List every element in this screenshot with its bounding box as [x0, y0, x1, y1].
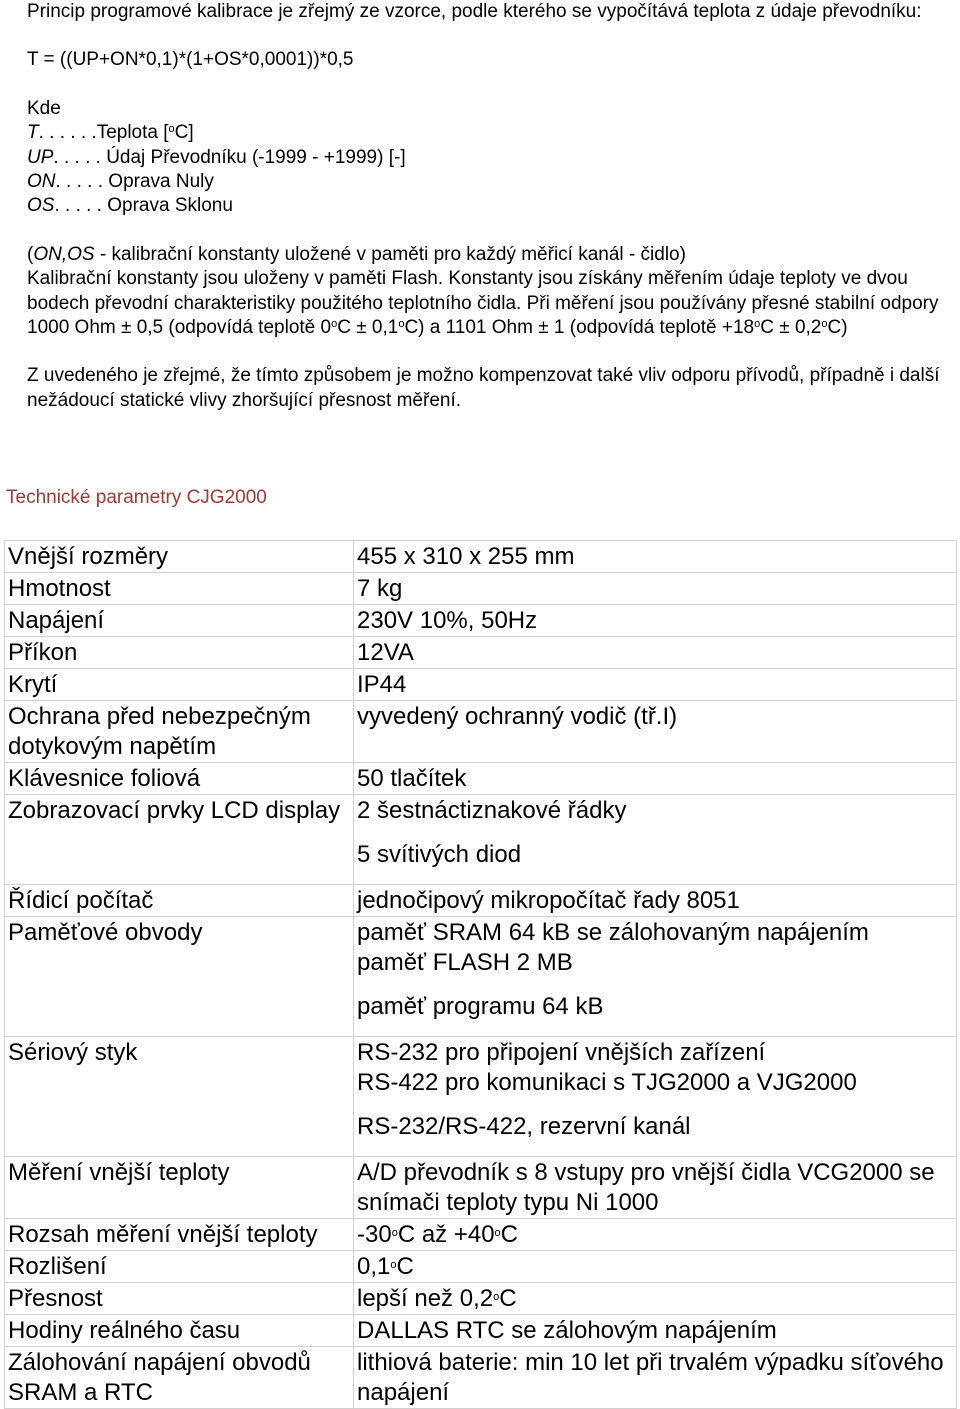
param-value: vyvedený ochranný vodič (tř.I): [354, 701, 957, 763]
table-row: [5, 795, 957, 885]
degree-sup: o: [331, 318, 338, 331]
def-desc: Oprava Nuly: [108, 171, 214, 193]
param-name: Klávesnice foliová: [5, 763, 354, 795]
value-line: RS-232/RS-422, rezervní kanál: [357, 1113, 691, 1140]
table-row: [5, 1037, 957, 1157]
degree-sup: o: [168, 123, 175, 136]
param-name: Přesnost: [5, 1283, 354, 1315]
section-title: Technické parametry CJG2000: [6, 487, 267, 508]
intro-text: [27, 0, 952, 413]
param-name: Hodiny reálného času: [5, 1315, 354, 1347]
value-part: C: [500, 1221, 519, 1248]
param-name: Rozsah měření vnější teploty: [5, 1219, 354, 1251]
def-desc: Oprava Sklonu: [107, 195, 233, 217]
def-desc: Teplota [: [96, 122, 169, 144]
param-value: [354, 1283, 957, 1315]
param-value: 50 tlačítek: [354, 763, 957, 795]
line-gap: [357, 1098, 953, 1112]
def-symbol: T: [27, 122, 39, 144]
table-row: [5, 1157, 957, 1219]
table-row: [5, 885, 957, 917]
param-name: Zálohování napájení obvodů SRAM a RTC: [5, 1347, 354, 1409]
table-row: [5, 573, 957, 605]
degree-sup: o: [821, 318, 828, 331]
def-desc: Údaj Převodníku (-1999 - +1999) [-]: [106, 146, 406, 168]
parameters-table: [4, 540, 957, 1409]
compensation-paragraph: Z uvedeného je zřejmé, že tímto způsobem je možno kompenzovat také vliv odporu přívodů, případně i další nežádoucí statické vlivy zhoršující přesnost měření.: [27, 365, 940, 411]
value-part: C až +40: [397, 1221, 495, 1248]
table-row: [5, 1283, 957, 1315]
para-text: C ± 0,1: [337, 317, 399, 339]
param-value: lithiová baterie: min 10 let při trvalém výpadku síťového napájení: [354, 1347, 957, 1409]
kde-label: Kde: [27, 97, 61, 119]
def-t: [27, 121, 952, 145]
def-symbol: OS: [27, 195, 55, 217]
line-gap: [357, 1142, 953, 1156]
param-name: Příkon: [5, 637, 354, 669]
degree-sup: o: [391, 1227, 398, 1239]
def-os: [27, 194, 952, 218]
table-row: [5, 763, 957, 795]
table-row: [5, 637, 957, 669]
degree-sup: o: [390, 1259, 397, 1271]
param-value: [354, 1219, 957, 1251]
param-name: Sériový styk: [5, 1037, 354, 1157]
param-value: jednočipový mikropočítač řady 8051: [354, 885, 957, 917]
param-name: Rozlišení: [5, 1251, 354, 1283]
param-value: A/D převodník s 8 vstupy pro vnější čidla VCG2000 se snímači teploty typu Ni 1000: [354, 1157, 957, 1219]
calibration-paragraph: [27, 267, 952, 340]
value-line: paměť programu 64 kB: [357, 993, 604, 1020]
param-value: DALLAS RTC se zálohovým napájením: [354, 1315, 957, 1347]
table-row: [5, 701, 957, 763]
param-name: Paměťové obvody: [5, 917, 354, 1037]
line-gap: [357, 1022, 953, 1036]
param-name: Vnější rozměry: [5, 541, 354, 573]
const-symbols: ON,OS: [33, 243, 95, 265]
table-row: [5, 669, 957, 701]
def-on: [27, 170, 952, 194]
table-row: [5, 917, 957, 1037]
param-value: IP44: [354, 669, 957, 701]
value-line: 2 šestnáctiznakové řádky: [357, 797, 627, 824]
param-value: 12VA: [354, 637, 957, 669]
def-dots: . . . . .: [53, 146, 107, 168]
def-dots: . . . . . .: [38, 122, 97, 144]
def-desc: C]: [174, 122, 194, 144]
formula: T = ((UP+ON*0,1)*(1+OS*0,0001))*0,5: [27, 49, 354, 71]
param-value: 7 kg: [354, 573, 957, 605]
paren: (: [27, 243, 34, 265]
param-name: Řídicí počítač: [5, 885, 354, 917]
value-line: 5 svítivých diod: [357, 841, 522, 868]
table-row: [5, 1347, 957, 1409]
line-gap: [357, 978, 953, 992]
degree-sup: o: [494, 1227, 501, 1239]
param-name: Krytí: [5, 669, 354, 701]
para-text: Kalibrační konstanty jsou uloženy v paměti Flash. Konstanty jsou získány měřením údaje teploty ve dvou bodech převodní charakteristiky použitého teplotního čidla. Při měření jsou používány přesné stabilní odpory 1000 Ohm ± 0,5 (odpovídá teplotě 0: [27, 268, 939, 339]
param-name: Zobrazovací prvky LCD display: [5, 795, 354, 885]
def-symbol: UP: [27, 146, 54, 168]
table-row: [5, 541, 957, 573]
value-part: C: [499, 1285, 517, 1312]
def-dots: . . . . .: [54, 195, 108, 217]
table-row: [5, 1219, 957, 1251]
param-value: 230V 10%, 50Hz: [354, 605, 957, 637]
param-name: Hmotnost: [5, 573, 354, 605]
value-part: -30: [357, 1221, 392, 1248]
table-row: [5, 1251, 957, 1283]
para-text: C ± 0,2: [760, 317, 822, 339]
value-line: RS-232 pro připojení vnějších zařízení: [357, 1039, 766, 1066]
value-part: lepší než 0,2: [357, 1285, 494, 1312]
param-value: [354, 1037, 957, 1157]
degree-sup: o: [398, 318, 405, 331]
param-name: Napájení: [5, 605, 354, 637]
param-value: [354, 795, 957, 885]
param-name: Měření vnější teploty: [5, 1157, 354, 1219]
value-line: RS-422 pro komunikaci s TJG2000 a VJG2000: [357, 1069, 857, 1096]
def-up: [27, 146, 952, 170]
value-line: paměť SRAM 64 kB se zálohovaným napájením: [357, 919, 869, 946]
def-symbol: ON: [27, 171, 56, 193]
line-gap: [357, 826, 953, 840]
param-value: [354, 917, 957, 1037]
param-value: 455 x 310 x 255 mm: [354, 541, 957, 573]
degree-sup: o: [493, 1291, 500, 1303]
table-row: [5, 605, 957, 637]
param-value: [354, 1251, 957, 1283]
value-line: paměť FLASH 2 MB: [357, 949, 573, 976]
para-text: C) a 1101 Ohm ± 1 (odpovídá teplotě +18: [404, 317, 755, 339]
table-row: [5, 1315, 957, 1347]
line-gap: [357, 870, 953, 884]
value-part: C: [396, 1253, 414, 1280]
note-text: - kalibrační konstanty uložené v paměti pro každý měřicí kanál - čidlo): [94, 243, 686, 265]
calibration-note: [27, 243, 952, 267]
intro-line: Princip programové kalibrace je zřejmý ze vzorce, podle kterého se vypočítává teplota z údaje převodníku:: [27, 1, 922, 22]
para-text: C): [827, 317, 848, 339]
param-name: Ochrana před nebezpečným dotykovým napětím: [5, 701, 354, 763]
degree-sup: o: [754, 318, 761, 331]
def-dots: . . . . .: [55, 171, 109, 193]
value-part: 0,1: [357, 1253, 391, 1280]
